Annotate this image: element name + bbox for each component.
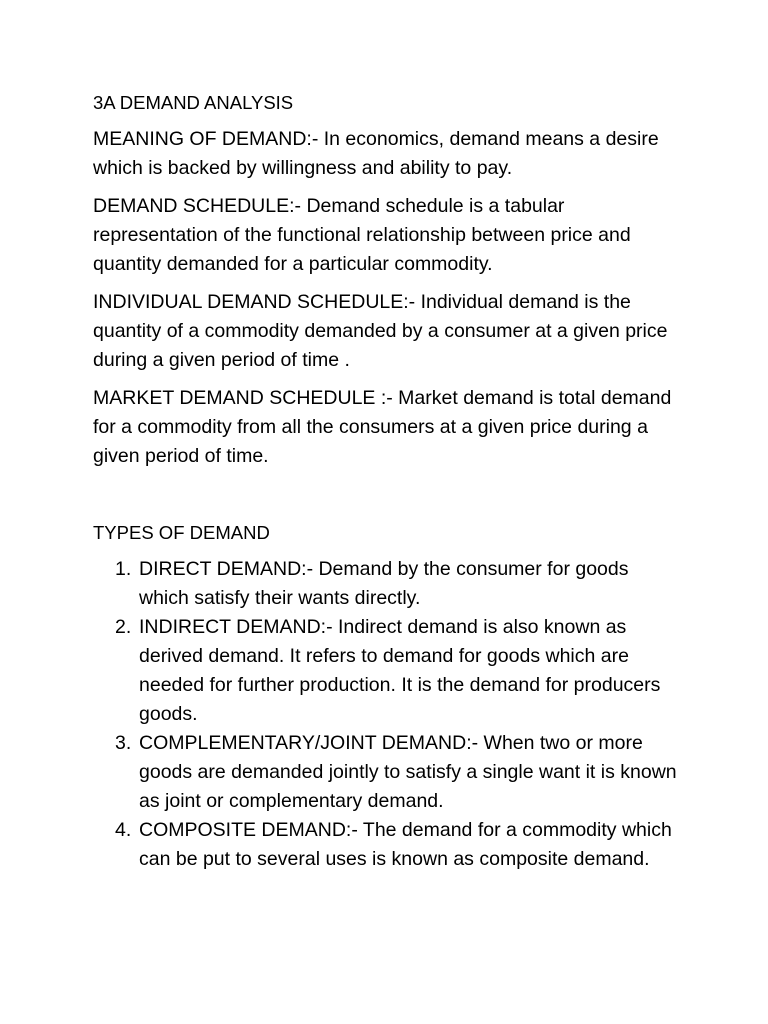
list-item-text: INDIRECT DEMAND:- Indirect demand is also known as derived demand. It refers to demand for goods which are needed for further production. It is the demand for producers goods.: [139, 616, 661, 725]
paragraph-market-demand-schedule: MARKET DEMAND SCHEDULE :- Market demand is total demand for a commodity from all the consumers at a given price during a given period of time.: [93, 387, 672, 467]
list-item: [115, 613, 683, 729]
list-item: [115, 555, 683, 613]
document-title: 3A DEMAND ANALYSIS: [93, 92, 294, 113]
document-body: [93, 88, 683, 874]
list-number: 1.: [115, 558, 132, 580]
list-item-text: COMPOSITE DEMAND:- The demand for a commodity which can be put to several uses is known as composite demand.: [139, 819, 672, 870]
list-item-text: DIRECT DEMAND:- Demand by the consumer for goods which satisfy their wants directly.: [139, 558, 629, 609]
section-spacer: [93, 480, 683, 518]
list-number: 2.: [115, 616, 132, 638]
types-heading: TYPES OF DEMAND: [93, 522, 270, 543]
paragraph-meaning-of-demand: MEANING OF DEMAND:- In economics, demand means a desire which is backed by willingness and ability to pay.: [93, 128, 659, 179]
types-list: [93, 555, 683, 874]
list-number: 3.: [115, 732, 132, 754]
list-item: [115, 816, 683, 874]
list-number: 4.: [115, 819, 132, 841]
list-item: [115, 729, 683, 816]
paragraph-individual-demand-schedule: INDIVIDUAL DEMAND SCHEDULE:- Individual demand is the quantity of a commodity demanded by a consumer at a given price during a given period of time .: [93, 291, 668, 371]
list-item-text: COMPLEMENTARY/JOINT DEMAND:- When two or more goods are demanded jointly to satisfy a single want it is known as joint or complementary demand.: [139, 732, 677, 812]
paragraph-demand-schedule: DEMAND SCHEDULE:- Demand schedule is a tabular representation of the functional relationship between price and quantity demanded for a particular commodity.: [93, 195, 631, 275]
